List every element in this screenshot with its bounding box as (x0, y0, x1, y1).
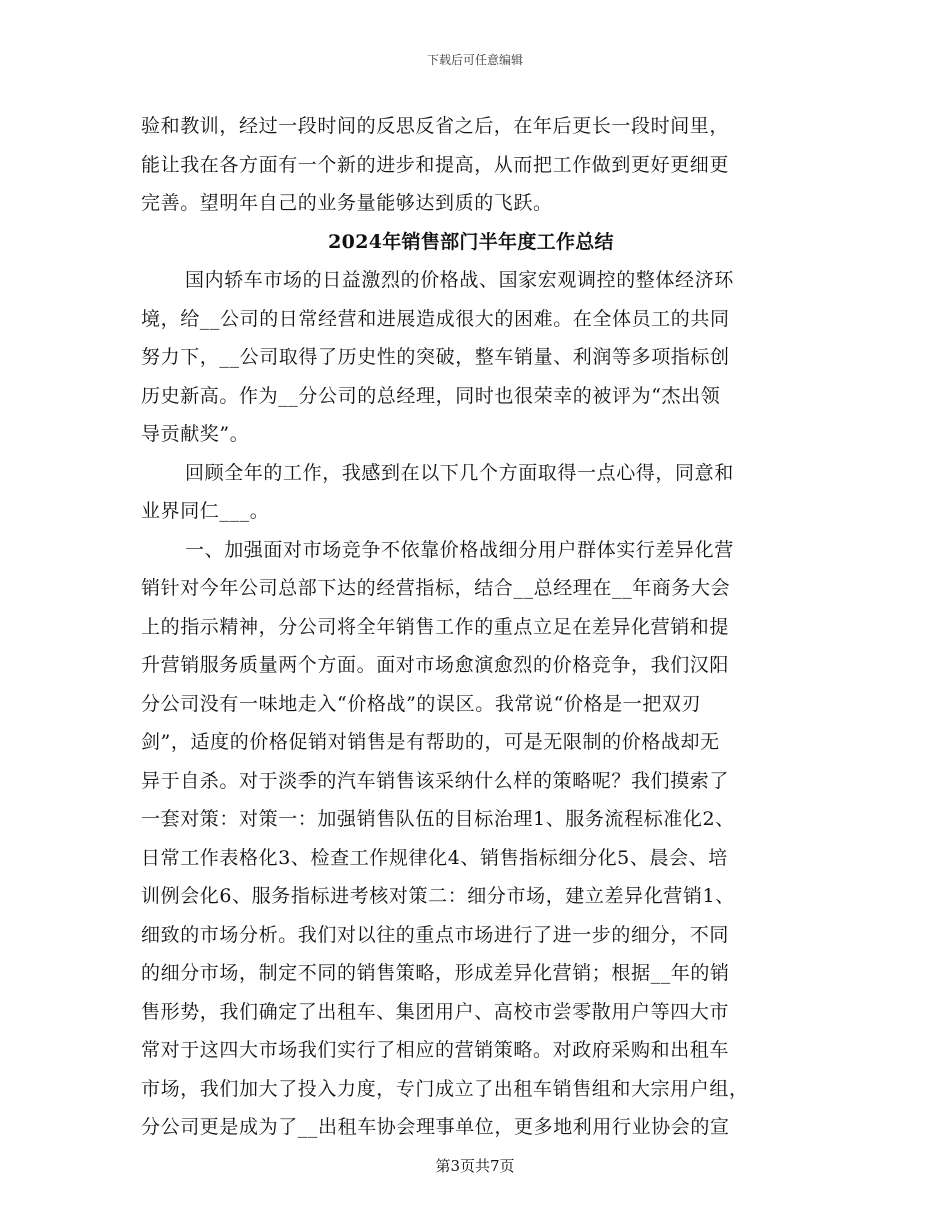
text-line: 导贡献奖”。 (141, 423, 250, 445)
text-line: 剑”，适度的价格促销对销售是有帮助的，可是无限制的价格战却无 (141, 731, 720, 753)
page-number: 第3页共7页 (435, 1157, 515, 1175)
text-line: 训例会化6、服务指标进考核对策二：细分市场，建立差异化营销1、 (141, 885, 735, 907)
text-line: 分公司没有一味地走入“价格战”的误区。我常说“价格是一把双刃 (141, 692, 702, 715)
text-line: 市场，我们加大了投入力度，专门成立了出租车销售组和大宗用户组， (141, 1077, 749, 1100)
text-line: 异于自杀。对于淡季的汽车销售该采纳什么样的策略呢？我们摸索了 (141, 769, 730, 792)
text-line: 分公司更是成为了__出租车协会理事单位，更多地利用行业协会的宣 (141, 1116, 730, 1138)
text-line: 一套对策：对策一：加强销售队伍的目标治理1、服务流程标准化2、 (141, 808, 735, 830)
document-body (141, 107, 801, 1147)
text-line: 细致的市场分析。我们对以往的重点市场进行了进一步的细分，不同 (141, 923, 730, 946)
text-line: 一、加强面对市场竞争不依靠价格战细分用户群体实行差异化营 (185, 538, 734, 561)
text-line: 售形势，我们确定了出租车、集团用户、高校市尝零散用户等四大市 (141, 1000, 730, 1023)
text-line: 的细分市场，制定不同的销售策略，形成差异化营销；根据__年的销 (141, 962, 730, 984)
text-line: 常对于这四大市场我们实行了相应的营销策略。对政府采购和出租车 (141, 1039, 730, 1061)
page-header-note: 下载后可任意编辑 (426, 53, 523, 67)
text-line: 日常工作表格化3、检查工作规律化4、销售指标细分化5、晨会、培 (141, 846, 728, 869)
text-line: 验和教训，经过一段时间的反思反省之后，在年后更长一段时间里， (141, 115, 730, 137)
text-line: 升营销服务质量两个方面。面对市场愈演愈烈的价格竞争，我们汉阳 (141, 654, 730, 676)
text-line: 国内轿车市场的日益激烈的价格战、国家宏观调控的整体经济环 (185, 269, 734, 291)
section-title: 2024年销售部门半年度工作总结 (328, 230, 614, 253)
text-line: 历史新高。作为__分公司的总经理，同时也很荣幸的被评为“杰出领 (141, 384, 721, 407)
text-line: 销针对今年公司总部下达的经营指标，结合__总经理在__年商务大会 (141, 577, 731, 599)
text-line: 努力下，__公司取得了历史性的突破，整车销量、利润等多项指标创 (141, 346, 730, 368)
text-line: 完善。望明年自己的业务量能够达到质的飞跃。 (141, 192, 553, 214)
text-line: 能让我在各方面有一个新的进步和提高，从而把工作做到更好更细更 (141, 153, 730, 176)
text-line: 境，给__公司的日常经营和进展造成很大的困难。在全体员工的共同 (141, 307, 730, 330)
text-line: 业界同仁___。 (141, 500, 270, 522)
text-line: 回顾全年的工作，我感到在以下几个方面取得一点心得，同意和 (185, 461, 734, 484)
text-line: 上的指示精神，分公司将全年销售工作的重点立足在差异化营销和提 (141, 615, 730, 638)
